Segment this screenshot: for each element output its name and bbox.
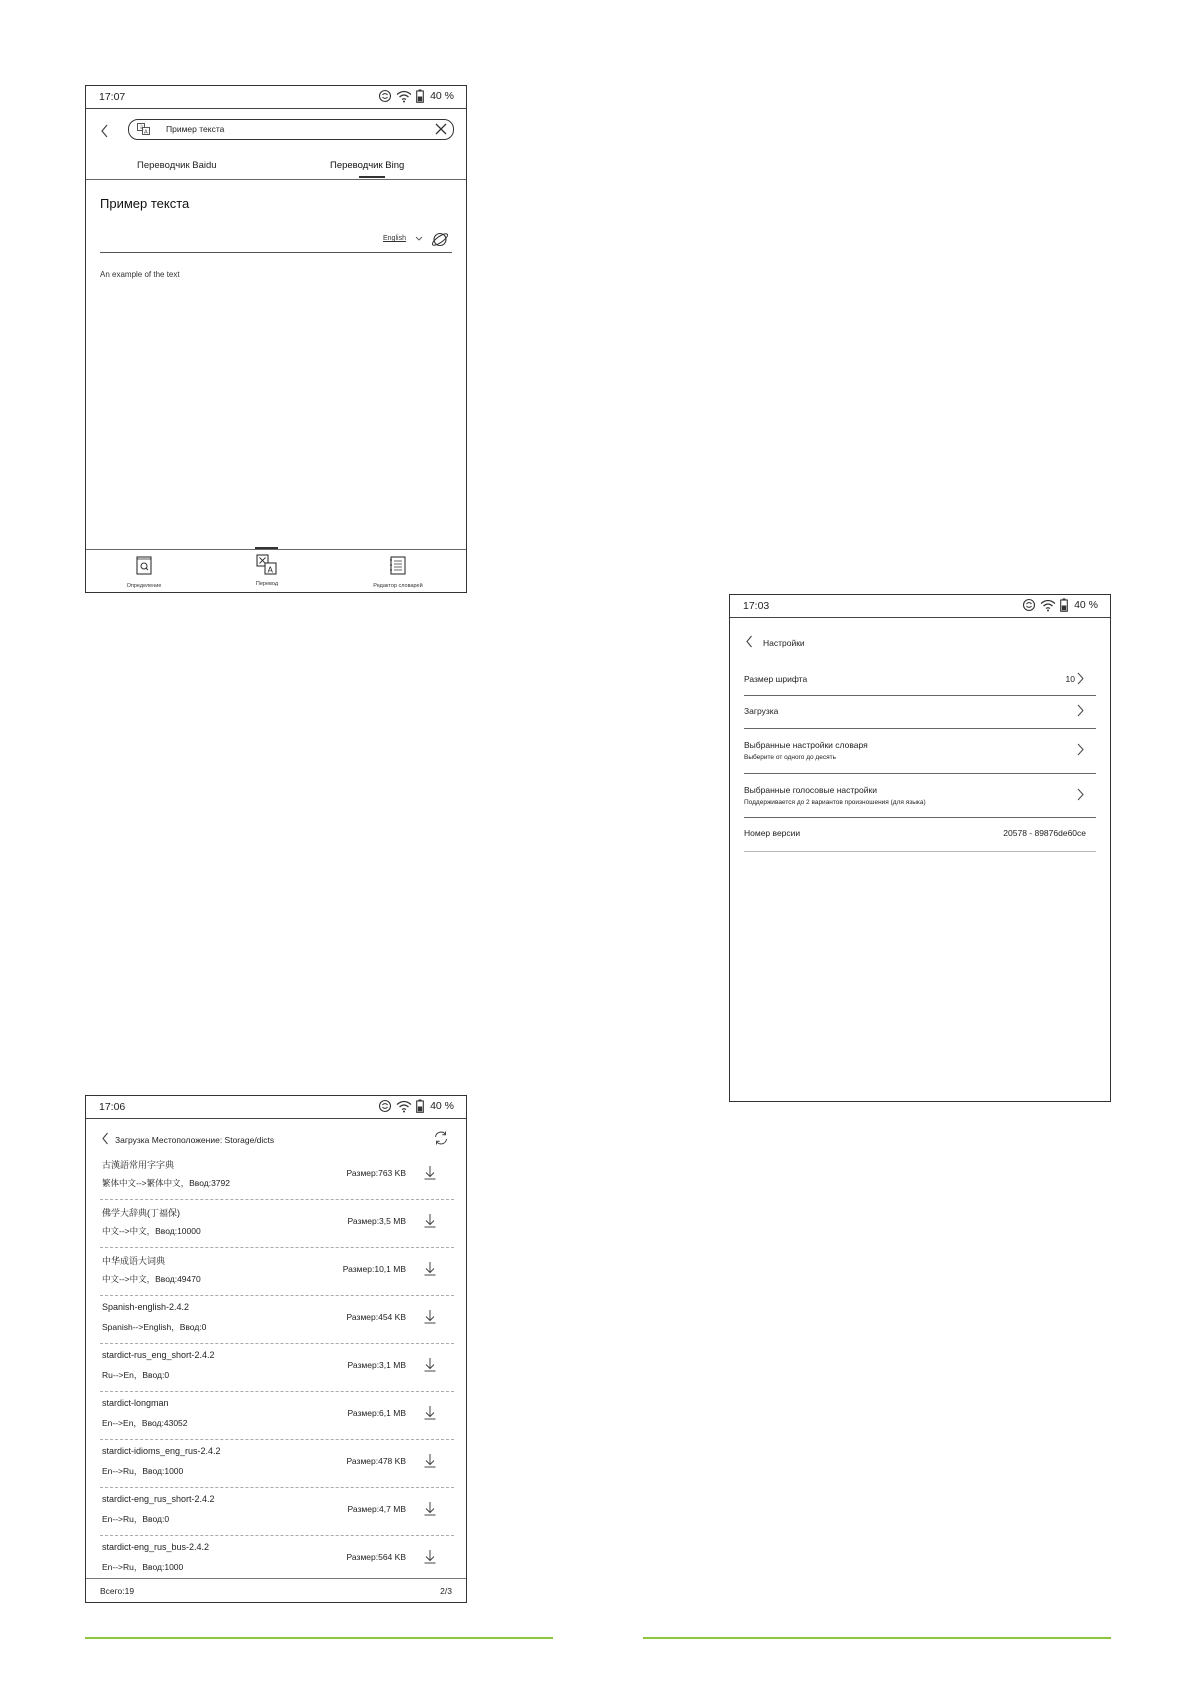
setting-font-size-value: 10 [1065, 674, 1075, 684]
setting-version-value: 20578 - 89876de60ce [1003, 828, 1086, 838]
back-icon[interactable] [745, 635, 754, 648]
status-time: 17:03 [743, 600, 770, 612]
download-screen [85, 1095, 467, 1603]
status-bar [86, 1096, 466, 1119]
dictionary-description: Spanish-->English，Ввод:0 [102, 1322, 207, 1332]
svg-text:文: 文 [138, 125, 144, 131]
dictionary-name: stardict-eng_rus_short-2.4.2 [102, 1494, 215, 1504]
tab-bing[interactable]: Переводчик Bing [330, 160, 405, 171]
language-selector[interactable]: English [383, 235, 406, 242]
dictionary-size: Размер:564 KB [346, 1552, 406, 1562]
chevron-right-icon [1077, 743, 1084, 756]
battery-percent: 40 % [430, 1100, 454, 1112]
list-item[interactable] [100, 1344, 454, 1392]
settings-screen [729, 594, 1111, 1102]
notebook-icon [389, 556, 407, 576]
refresh-icon[interactable] [433, 1130, 449, 1146]
back-icon[interactable] [100, 124, 110, 138]
download-icon[interactable] [424, 1549, 436, 1564]
download-icon[interactable] [424, 1453, 436, 1468]
dictionary-size: Размер:763 KB [346, 1168, 406, 1178]
setting-dictionary-prefs-label: Выбранные настройки словаря [744, 740, 868, 750]
dictionary-size: Размер:3,1 MB [347, 1360, 406, 1370]
translate-small-icon [137, 123, 150, 135]
source-divider [100, 252, 452, 253]
list-item[interactable] [100, 1200, 454, 1248]
dictionary-size: Размер:4,7 MB [347, 1504, 406, 1514]
dictionary-name: stardict-longman [102, 1398, 169, 1408]
nav-translate[interactable] [227, 554, 307, 587]
page-title: Загрузка Местоположение: Storage/dicts [115, 1135, 275, 1145]
search-bar[interactable] [128, 119, 454, 140]
status-bar [730, 595, 1110, 618]
battery-icon [416, 89, 424, 103]
chevron-right-icon [1077, 704, 1084, 717]
tabs-divider [86, 179, 466, 180]
battery-percent: 40 % [430, 90, 454, 102]
sync-icon [1022, 598, 1036, 612]
list-item[interactable] [100, 1536, 454, 1584]
page-title: Настройки [763, 638, 805, 648]
setting-dictionary-prefs-sub: Выберите от одного до десять [744, 754, 836, 761]
download-icon[interactable] [424, 1165, 436, 1180]
nav-dictionary-editor[interactable] [343, 556, 453, 589]
dictionary-description: 中文-->中文，Ввод:10000 [102, 1226, 201, 1236]
sync-icon [378, 89, 392, 103]
list-item[interactable] [100, 1248, 454, 1296]
dictionary-name: stardict-idioms_eng_rus-2.4.2 [102, 1446, 221, 1456]
download-icon[interactable] [424, 1261, 436, 1276]
dictionary-description: En-->Ru，Ввод:1000 [102, 1466, 184, 1476]
dictionary-description: En-->Ru，Ввод:1000 [102, 1562, 184, 1572]
tab-active-indicator [359, 176, 385, 178]
chevron-down-icon[interactable] [415, 236, 423, 242]
translate-icon [256, 554, 278, 576]
svg-text:A: A [144, 129, 148, 135]
download-icon[interactable] [424, 1357, 436, 1372]
wifi-icon [396, 1100, 412, 1113]
battery-icon [1060, 598, 1068, 612]
nav-translate-label: Перевод [255, 581, 279, 587]
setting-dictionary-prefs[interactable] [744, 728, 1098, 773]
dictionary-size: Размер:3,5 MB [347, 1216, 406, 1226]
svg-text:A: A [267, 565, 273, 575]
dictionary-description: Ru-->En，Ввод:0 [102, 1370, 170, 1380]
dictionary-name: stardict-eng_rus_bus-2.4.2 [102, 1542, 210, 1552]
sync-icon [378, 1099, 392, 1113]
battery-icon [416, 1099, 424, 1113]
nav-definition[interactable] [104, 556, 184, 589]
footer-accent-line-right [643, 1637, 1111, 1639]
setting-download-label: Загрузка [744, 706, 779, 716]
dictionary-description: En-->Ru，Ввод:0 [102, 1514, 170, 1524]
nav-divider [86, 549, 466, 550]
setting-voice-prefs[interactable] [744, 773, 1098, 817]
dictionary-name: 佛学大辞典(丁福保) [102, 1208, 180, 1218]
list-item[interactable] [100, 1440, 454, 1488]
chevron-right-icon [1077, 788, 1084, 801]
translation-result: An example of the text [100, 270, 180, 279]
download-icon[interactable] [424, 1501, 436, 1516]
download-icon[interactable] [424, 1213, 436, 1228]
setting-font-size[interactable] [744, 663, 1098, 693]
back-icon[interactable] [101, 1132, 110, 1145]
tab-baidu[interactable]: Переводчик Baidu [137, 160, 217, 171]
dictionary-name: stardict-rus_eng_short-2.4.2 [102, 1350, 215, 1360]
download-icon[interactable] [424, 1405, 436, 1420]
list-item[interactable] [100, 1152, 454, 1200]
status-bar [86, 86, 466, 109]
dictionary-name: 古漢語常用字字典 [102, 1160, 175, 1170]
wifi-icon [1040, 599, 1056, 612]
list-item[interactable] [100, 1488, 454, 1536]
total-count: Всего:19 [100, 1586, 135, 1596]
book-search-icon [135, 556, 153, 576]
dictionary-name: 中华成语大词典 [102, 1256, 166, 1266]
setting-version-label: Номер версии [744, 828, 801, 838]
dictionary-size: Размер:454 KB [346, 1312, 406, 1322]
download-icon[interactable] [424, 1309, 436, 1324]
setting-voice-prefs-label: Выбранные голосовые настройки [744, 785, 877, 795]
chevron-right-icon [1077, 672, 1084, 685]
list-item[interactable] [100, 1392, 454, 1440]
battery-percent: 40 % [1074, 599, 1098, 611]
translate-screen [85, 85, 467, 593]
nav-dictionary-editor-label: Редактор словарей [373, 583, 423, 589]
dictionary-description: 繁体中文-->繁体中文，Ввод:3792 [102, 1178, 230, 1188]
dictionary-size: Размер:10,1 MB [342, 1264, 406, 1274]
planet-icon[interactable] [431, 231, 449, 248]
divider [744, 851, 1096, 852]
setting-font-size-label: Размер шрифта [744, 674, 808, 684]
setting-download[interactable] [744, 695, 1098, 728]
search-input[interactable]: Пример текста [166, 124, 225, 134]
footer-divider [86, 1578, 466, 1579]
dictionary-description: En-->En，Ввод:43052 [102, 1418, 188, 1428]
setting-voice-prefs-sub: Поддерживается до 2 вариантов произношения (для языка) [744, 799, 926, 806]
dictionary-name: Spanish-english-2.4.2 [102, 1302, 190, 1312]
source-text: Пример текста [100, 196, 190, 211]
page-indicator: 2/3 [440, 1586, 452, 1596]
status-time: 17:06 [99, 1101, 126, 1113]
list-item[interactable] [100, 1296, 454, 1344]
nav-definition-label: Определение [126, 583, 162, 589]
dictionary-size: Размер:478 KB [346, 1456, 406, 1466]
dictionary-size: Размер:6,1 MB [347, 1408, 406, 1418]
status-time: 17:07 [99, 91, 126, 103]
footer-accent-line-left [85, 1637, 553, 1639]
dictionary-description: 中文-->中文，Ввод:49470 [102, 1274, 201, 1284]
setting-version [744, 817, 1098, 847]
wifi-icon [396, 90, 412, 103]
clear-icon[interactable] [435, 123, 447, 135]
